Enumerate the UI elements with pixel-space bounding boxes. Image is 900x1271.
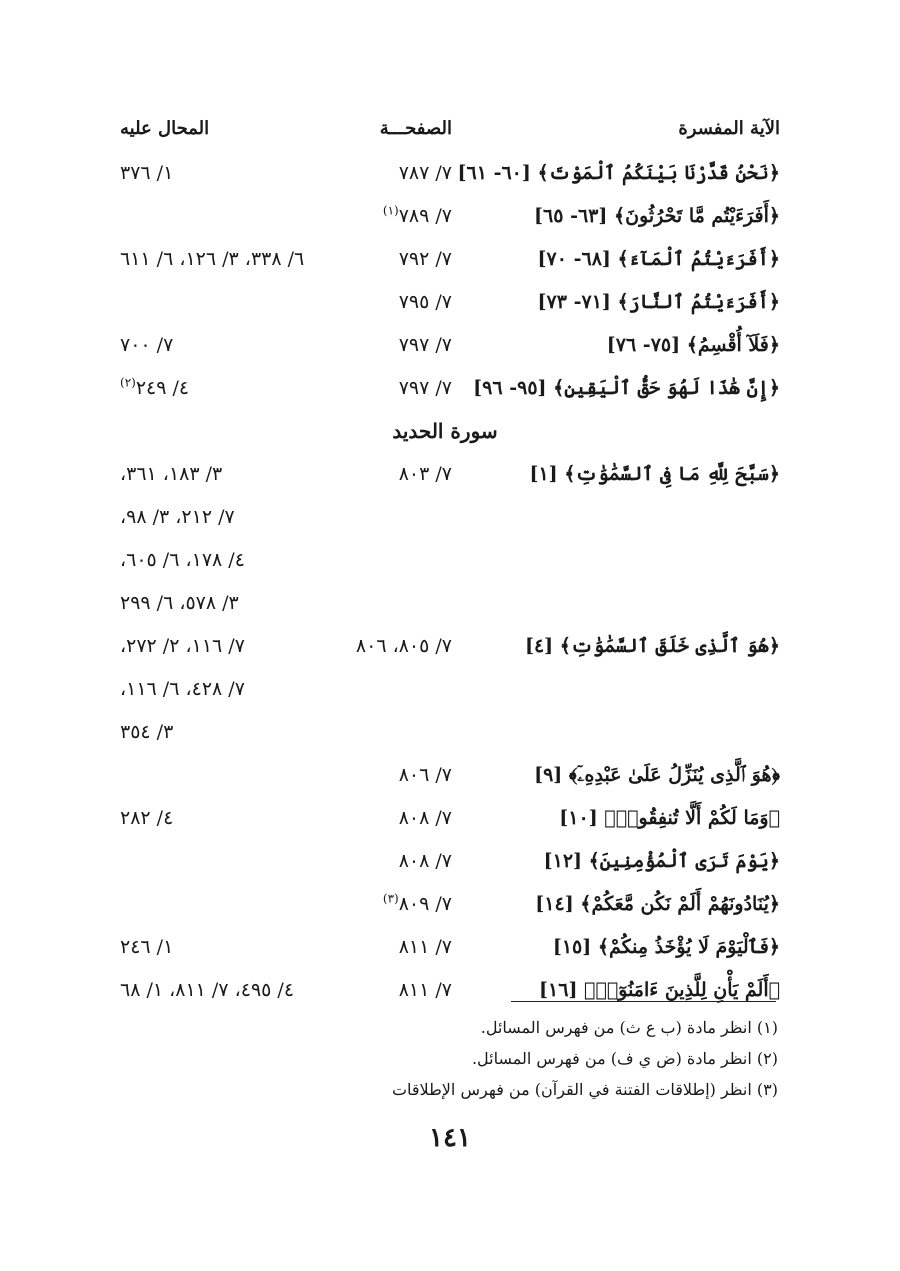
index-rows	[110, 152, 780, 1012]
table-row	[110, 238, 780, 281]
ref-value: ٤/ ٢٤٩	[135, 377, 190, 399]
page-value: ٧/ ٧٩٥	[398, 291, 452, 313]
ref-cell	[120, 367, 189, 410]
verse-cell: ﴿إِنَّ هَٰذَا لَهُوَ حَقُّ ٱلْيَقِينِ﴾ [٩٥- ٩٦]	[473, 377, 780, 399]
ref-value: ٣/ ٥٧٨، ٦/ ٢٩٩	[120, 592, 239, 614]
table-row	[110, 281, 780, 324]
page-value: ٧/ ٧٩٢	[398, 248, 452, 270]
ref-cell	[120, 797, 173, 840]
page-value: ٧/ ٨٠٩	[398, 893, 452, 915]
page-cell	[399, 453, 452, 496]
ref-value: ١/ ٣٧٦	[120, 162, 174, 184]
footnotes	[178, 1012, 778, 1105]
ref-value: ١/ ٢٤٦	[120, 936, 174, 958]
verse-cell: ﴿يَوْمَ تَرَى ٱلْمُؤْمِنِينَ﴾ [١٢]	[543, 850, 780, 872]
page-value: ٧/ ٧٩٧	[398, 377, 452, 399]
verse-cell: ﴿سَبَّحَ لِلَّهِ مَا فِى ٱلسَّمَٰوَٰتِ﴾ [١]	[529, 463, 780, 485]
page-cell	[356, 625, 452, 668]
page-cell	[399, 281, 452, 324]
ref-value: ٤/ ٤٩٥، ٧/ ٨١١، ١/ ٦٨	[120, 979, 295, 1001]
ref-footnote-marker: (٢)	[120, 375, 136, 390]
ref-value: ٧/ ٢١٢، ٣/ ٩٨،	[120, 506, 235, 528]
table-row	[110, 367, 780, 410]
verse-cell: ﴿هُوَ ٱلَّذِى خَلَقَ ٱلسَّمَٰوَٰتِ﴾ [٤]	[524, 635, 780, 657]
table-row	[110, 926, 780, 969]
table-row	[110, 152, 780, 195]
ref-cell	[120, 969, 294, 1012]
ref-cell	[120, 453, 222, 496]
page-footnote-marker: (١)	[382, 203, 399, 218]
table-row	[110, 797, 780, 840]
ref-value: ٧/ ٧٠٠	[120, 334, 174, 356]
verse-cell: ﴿وَمَا لَكُمْ أَلَّا تُنفِقُوا۟﴾ [١٠]	[559, 807, 780, 829]
table-row	[110, 539, 780, 582]
table-row	[110, 883, 780, 926]
page-cell	[399, 926, 452, 969]
page-value: ٧/ ٨١١	[398, 936, 452, 958]
header-page: الصفحـــة	[379, 118, 452, 139]
footnote-1: (١) انظر مادة (ب ع ث) من فهرس المسائل.	[480, 1018, 778, 1037]
table-row	[110, 582, 780, 625]
ref-value: ٣/ ١٨٣، ٣٦١،	[120, 463, 223, 485]
section-title: سورة الحديد	[392, 419, 498, 443]
verse-cell: ﴿نَحْنُ قَدَّرْنَا بَيْنَكُمُ ٱلْمَوْتَ﴾ [٦٠- ٦١]	[457, 162, 780, 184]
ref-cell	[120, 926, 173, 969]
verse-cell: ﴿أَفَرَءَيْتُمُ ٱلنَّارَ﴾ [٧١- ٧٣]	[537, 291, 780, 313]
verse-cell: ﴿يُنَادُونَهُمْ أَلَمْ نَكُن مَّعَكُمْ﴾ [١٤]	[535, 893, 780, 915]
footnote-separator	[511, 1001, 776, 1002]
page-footnote-marker: (٣)	[382, 891, 399, 906]
ref-cell	[120, 711, 173, 754]
ref-value: ٦/ ٣٣٨، ٣/ ١٢٦، ٦/ ٦١١	[120, 248, 305, 270]
page-value: ٧/ ٨١١	[398, 979, 452, 1001]
table-row	[110, 754, 780, 797]
verse-cell: ﴿فَٱلْيَوْمَ لَا يُؤْخَذُ مِنكُمْ﴾ [١٥]	[552, 936, 780, 958]
verse-cell: ﴿أَفَرَءَيْتُمُ ٱلْمَآءَ﴾ [٦٨- ٧٠]	[537, 248, 780, 270]
page-cell	[399, 367, 452, 410]
verse-cell: ﴿أَلَمْ يَأْنِ لِلَّذِينَ ءَامَنُوٓا۟﴾ [١٦]	[539, 979, 780, 1001]
ref-cell	[120, 668, 245, 711]
ref-value: ٣/ ٣٥٤	[120, 721, 174, 743]
table-row	[110, 453, 780, 496]
ref-cell	[120, 496, 235, 539]
page-cell	[399, 152, 452, 195]
ref-cell	[120, 152, 173, 195]
page-value: ٧/ ٨٠٨	[398, 807, 452, 829]
verse-cell: ﴿هُوَ ٱلَّذِى يُنَزِّلُ عَلَىٰ عَبْدِهِۦٓ﴾ [٩]	[534, 764, 780, 786]
header-verse: الآية المفسرة	[678, 118, 780, 139]
page-value: ٧/ ٨٠٣	[398, 463, 452, 485]
footnote-3: (٣) انظر (إطلاقات الفتنة في القرآن) من فهرس الإطلاقات	[391, 1080, 778, 1099]
table-row	[110, 195, 780, 238]
ref-cell	[120, 324, 173, 367]
page-number: ١٤١	[429, 1123, 471, 1153]
ref-value: ٧/ ١١٦، ٢/ ٢٧٢،	[120, 635, 245, 657]
page-cell	[383, 883, 452, 926]
page-value: ٧/ ٨٠٦	[398, 764, 452, 786]
page-cell	[399, 840, 452, 883]
ref-cell	[120, 238, 304, 281]
verse-cell: ﴿أَفَرَءَيْتُم مَّا تَحْرُثُونَ﴾ [٦٣- ٦٥]	[534, 205, 780, 227]
table-row	[110, 496, 780, 539]
header-ref: المحال عليه	[120, 118, 210, 139]
page-cell	[399, 238, 452, 281]
table-header	[110, 118, 780, 148]
ref-value: ٧/ ٤٢٨، ٦/ ١١٦،	[120, 678, 245, 700]
page-cell	[383, 195, 452, 238]
table-row	[110, 625, 780, 668]
page-value: ٧/ ٨٠٨	[398, 850, 452, 872]
table-row	[110, 711, 780, 754]
page-value: ٧/ ٧٨٩	[398, 205, 452, 227]
table-row	[110, 969, 780, 1012]
table-row	[110, 668, 780, 711]
page-value: ٧/ ٧٩٧	[398, 334, 452, 356]
page-value: ٧/ ٨٠٥، ٨٠٦	[355, 635, 452, 657]
table-row	[110, 324, 780, 367]
ref-cell	[120, 539, 245, 582]
page-cell	[399, 324, 452, 367]
page-cell	[399, 969, 452, 1012]
page-value: ٧/ ٧٨٧	[398, 162, 452, 184]
page-cell	[399, 754, 452, 797]
ref-cell	[120, 582, 239, 625]
ref-cell	[120, 625, 245, 668]
verse-cell: ﴿فَلَآ أُقْسِمُ﴾ [٧٥- ٧٦]	[606, 334, 780, 356]
page-cell	[399, 797, 452, 840]
table-row	[110, 840, 780, 883]
ref-value: ٤/ ١٧٨، ٦/ ٦٠٥،	[120, 549, 245, 571]
footnote-2: (٢) انظر مادة (ض ي ف) من فهرس المسائل.	[471, 1049, 778, 1068]
ref-value: ٤/ ٢٨٢	[120, 807, 174, 829]
